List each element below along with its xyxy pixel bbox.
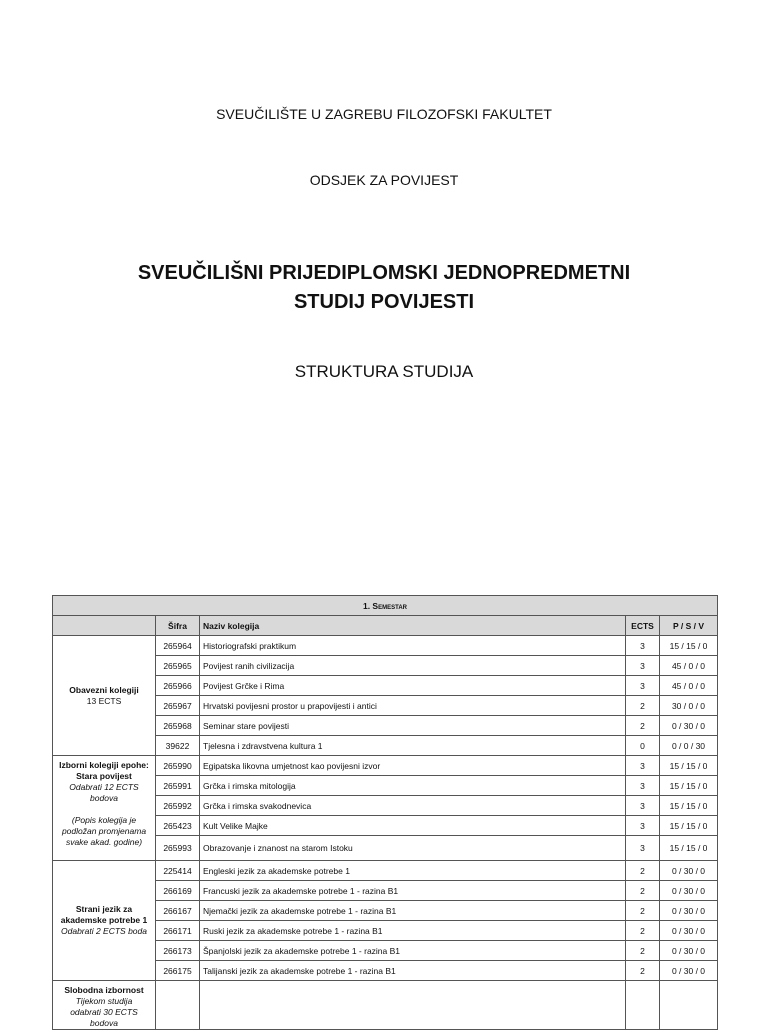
course-psv: 15 / 15 / 0	[660, 636, 718, 656]
course-name: Njemački jezik za akademske potrebe 1 - razina B1	[200, 901, 626, 921]
group-note-line-3: bodova	[90, 1018, 118, 1028]
course-name: Španjolski jezik za akademske potrebe 1 - razina B1	[200, 941, 626, 961]
table-row	[53, 636, 718, 656]
course-code: 266171	[156, 921, 200, 941]
course-code: 265968	[156, 716, 200, 736]
group-title-line-2: akademske potrebe 1	[60, 915, 148, 925]
course-psv: 0 / 30 / 0	[660, 881, 718, 901]
group-note: 13 ECTS	[86, 695, 122, 706]
course-code: 266169	[156, 881, 200, 901]
title-line-1: SVEUČILIŠNI PRIJEDIPLOMSKI JEDNOPREDMETNI	[137, 262, 631, 284]
group-extra-line-2: podložan promjenama	[61, 826, 147, 836]
department-name: ODSJEK ZA POVIJEST	[309, 172, 459, 188]
course-ects: 3	[626, 776, 660, 796]
course-name: Seminar stare povijesti	[200, 716, 626, 736]
course-psv: 15 / 15 / 0	[660, 776, 718, 796]
group-title-line-1: Izborni kolegiji epohe:	[59, 760, 149, 770]
course-code: 266167	[156, 901, 200, 921]
course-psv: 15 / 15 / 0	[660, 816, 718, 836]
course-code: 265992	[156, 796, 200, 816]
group-cell-obavezni	[53, 636, 156, 756]
empty-cell	[200, 981, 626, 1030]
page-title	[0, 259, 768, 317]
group-extra-line-1: (Popis kolegija je	[71, 815, 137, 825]
course-name: Povijest ranih civilizacija	[200, 656, 626, 676]
group-title-line-1: Strani jezik za	[75, 904, 133, 914]
group-note: Odabrati 2 ECTS boda	[61, 926, 147, 936]
course-ects: 3	[626, 756, 660, 776]
course-name: Grčka i rimska svakodnevica	[200, 796, 626, 816]
group-note-line-2: bodova	[90, 793, 118, 803]
group-note-line-1: Tijekom studija	[75, 996, 133, 1006]
course-psv: 0 / 30 / 0	[660, 961, 718, 981]
course-name: Tjelesna i zdravstvena kultura 1	[200, 736, 626, 756]
group-cell-izborni-epohe	[53, 756, 156, 861]
course-name: Grčka i rimska mitologija	[200, 776, 626, 796]
course-code: 39622	[156, 736, 200, 756]
group-title: Obavezni kolegiji	[69, 684, 139, 695]
course-ects: 2	[626, 881, 660, 901]
course-ects: 2	[626, 716, 660, 736]
group-column-header	[53, 616, 156, 636]
course-ects: 3	[626, 656, 660, 676]
course-ects: 3	[626, 636, 660, 656]
course-name: Historiografski praktikum	[200, 636, 626, 656]
course-psv: 45 / 0 / 0	[660, 676, 718, 696]
table-row	[53, 756, 718, 776]
course-ects: 3	[626, 796, 660, 816]
course-psv: 15 / 15 / 0	[660, 796, 718, 816]
code-column-header: Šifra	[156, 616, 200, 636]
course-psv: 45 / 0 / 0	[660, 656, 718, 676]
group-note-line-2: odabrati 30 ECTS	[70, 1007, 138, 1017]
table-row	[53, 981, 718, 1030]
course-name: Ruski jezik za akademske potrebe 1 - razina B1	[200, 921, 626, 941]
empty-cell	[156, 981, 200, 1030]
course-code: 266173	[156, 941, 200, 961]
course-ects: 2	[626, 696, 660, 716]
course-ects: 2	[626, 961, 660, 981]
column-header-row	[53, 616, 718, 636]
course-code: 265993	[156, 836, 200, 861]
course-psv: 0 / 30 / 0	[660, 716, 718, 736]
group-note-line-1: Odabrati 12 ECTS	[69, 782, 139, 792]
course-code: 265990	[156, 756, 200, 776]
course-psv: 0 / 30 / 0	[660, 861, 718, 881]
course-psv: 0 / 30 / 0	[660, 921, 718, 941]
course-ects: 2	[626, 921, 660, 941]
group-extra-line-3: svake akad. godine)	[65, 837, 143, 847]
empty-cell	[626, 981, 660, 1030]
group-cell-strani-jezik	[53, 861, 156, 981]
course-psv: 15 / 15 / 0	[660, 756, 718, 776]
course-structure-table	[52, 595, 718, 1030]
group-title: Slobodna izbornost	[64, 985, 144, 995]
course-name: Povijest Grčke i Rima	[200, 676, 626, 696]
course-ects: 3	[626, 836, 660, 861]
course-name: Obrazovanje i znanost na starom Istoku	[200, 836, 626, 861]
course-code: 265966	[156, 676, 200, 696]
empty-cell	[660, 981, 718, 1030]
semester-title: 1. Semestar	[53, 596, 718, 616]
course-code: 265423	[156, 816, 200, 836]
course-ects: 2	[626, 901, 660, 921]
course-code: 265964	[156, 636, 200, 656]
course-code: 265965	[156, 656, 200, 676]
semester-header-row	[53, 596, 718, 616]
course-code: 225414	[156, 861, 200, 881]
course-psv: 0 / 0 / 30	[660, 736, 718, 756]
ects-column-header: ECTS	[626, 616, 660, 636]
course-name: Kult Velike Majke	[200, 816, 626, 836]
course-name: Hrvatski povijesni prostor u prapovijesti i antici	[200, 696, 626, 716]
course-code: 265967	[156, 696, 200, 716]
course-code: 265991	[156, 776, 200, 796]
course-psv: 15 / 15 / 0	[660, 836, 718, 861]
course-psv: 0 / 30 / 0	[660, 901, 718, 921]
course-psv: 0 / 30 / 0	[660, 941, 718, 961]
group-title-line-2: Stara povijest	[76, 771, 132, 781]
course-name: Francuski jezik za akademske potrebe 1 - razina B1	[200, 881, 626, 901]
name-column-header: Naziv kolegija	[200, 616, 626, 636]
course-name: Egipatska likovna umjetnost kao povijesni izvor	[200, 756, 626, 776]
psv-column-header: P / S / V	[660, 616, 718, 636]
course-name: Engleski jezik za akademske potrebe 1	[200, 861, 626, 881]
group-cell-slobodna-izbornost	[53, 981, 156, 1030]
course-ects: 2	[626, 861, 660, 881]
course-code: 266175	[156, 961, 200, 981]
course-ects: 2	[626, 941, 660, 961]
course-ects: 3	[626, 676, 660, 696]
page-subtitle: STRUKTURA STUDIJA	[294, 362, 474, 381]
title-line-2: STUDIJ POVIJESTI	[293, 291, 475, 313]
course-ects: 0	[626, 736, 660, 756]
university-name: SVEUČILIŠTE U ZAGREBU FILOZOFSKI FAKULTET	[216, 106, 552, 122]
course-psv: 30 / 0 / 0	[660, 696, 718, 716]
table-row	[53, 861, 718, 881]
course-ects: 3	[626, 816, 660, 836]
course-name: Talijanski jezik za akademske potrebe 1 - razina B1	[200, 961, 626, 981]
